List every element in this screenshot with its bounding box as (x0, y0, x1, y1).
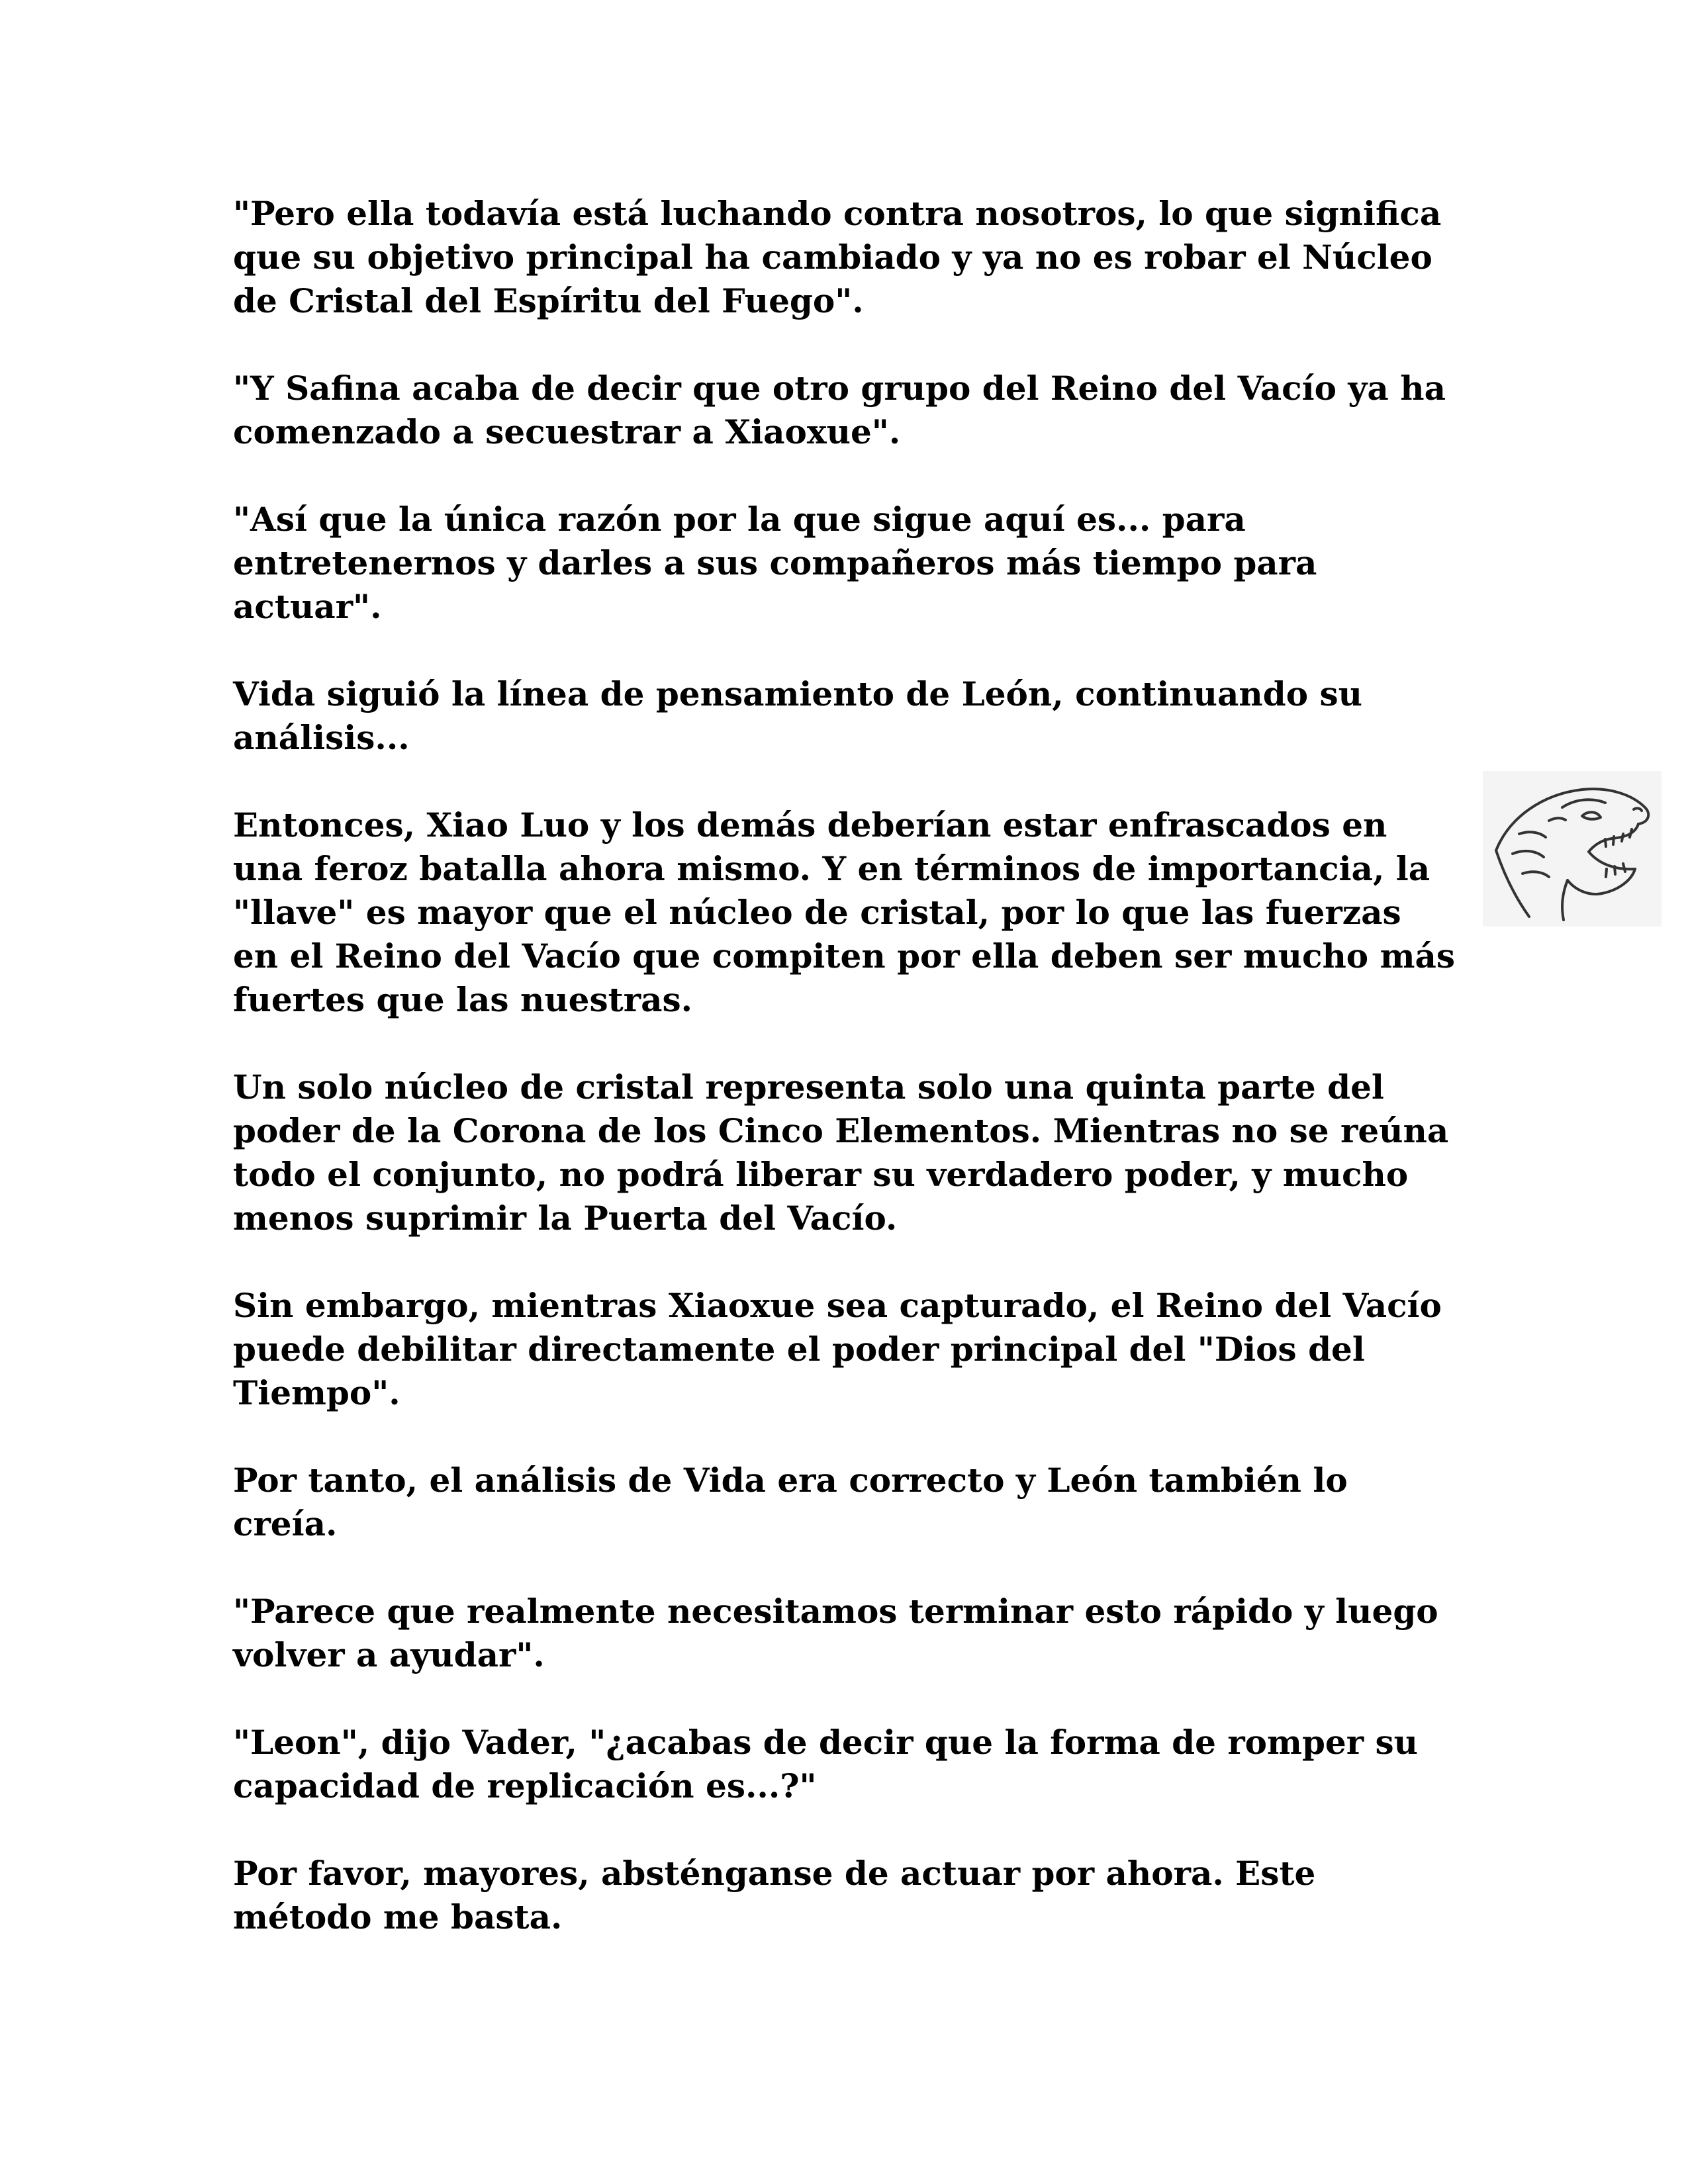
story-text (233, 192, 1458, 1983)
paragraph-8: Por tanto, el análisis de Vida era correcto y León también lo creía. (233, 1461, 1348, 1543)
paragraph-5: Entonces, Xiao Luo y los demás deberían estar enfrascados en una feroz batalla ahora mismo. Y en términos de importancia, la "llave" es mayor que el núcleo de cristal, por lo que las fuerzas en el Reino del Vacío que compiten por ella deben ser mucho más fuertes que las nuestras. (233, 805, 1456, 1019)
paragraph-6: Un solo núcleo de cristal representa solo una quinta parte del poder de la Corona de los Cinco Elementos. Mientras no se reúna todo el conjunto, no podrá liberar su verdadero poder, y mucho menos suprimir la Puerta del Vacío. (233, 1068, 1449, 1238)
paragraph-3: "Así que la única razón por la que sigue aquí es... para entretenernos y darles a sus compañeros más tiempo para actuar". (233, 500, 1317, 626)
paragraph-9: "Parece que realmente necesitamos terminar esto rápido y luego volver a ayudar". (233, 1592, 1438, 1674)
paragraph-1: "Pero ella todavía está luchando contra nosotros, lo que significa que su objetivo principal ha cambiado y ya no es robar el Núcleo de Cristal del Espíritu del Fuego". (233, 194, 1442, 320)
paragraph-11: Por favor, mayores, absténganse de actuar por ahora. Este método me basta. (233, 1854, 1316, 1936)
paragraph-2: "Y Safina acaba de decir que otro grupo del Reino del Vacío ya ha comenzado a secuestrar a Xiaoxue". (233, 369, 1446, 451)
paragraph-10: "Leon", dijo Vader, "¿acabas de decir que la forma de romper su capacidad de replicación es...?" (233, 1723, 1418, 1805)
dinosaur-head-sketch-icon (1483, 771, 1662, 927)
paragraph-7: Sin embargo, mientras Xiaoxue sea capturado, el Reino del Vacío puede debilitar directamente el poder principal del "Dios del Tiempo". (233, 1286, 1442, 1412)
paragraph-4: Vida siguió la línea de pensamiento de León, continuando su análisis... (233, 674, 1362, 757)
